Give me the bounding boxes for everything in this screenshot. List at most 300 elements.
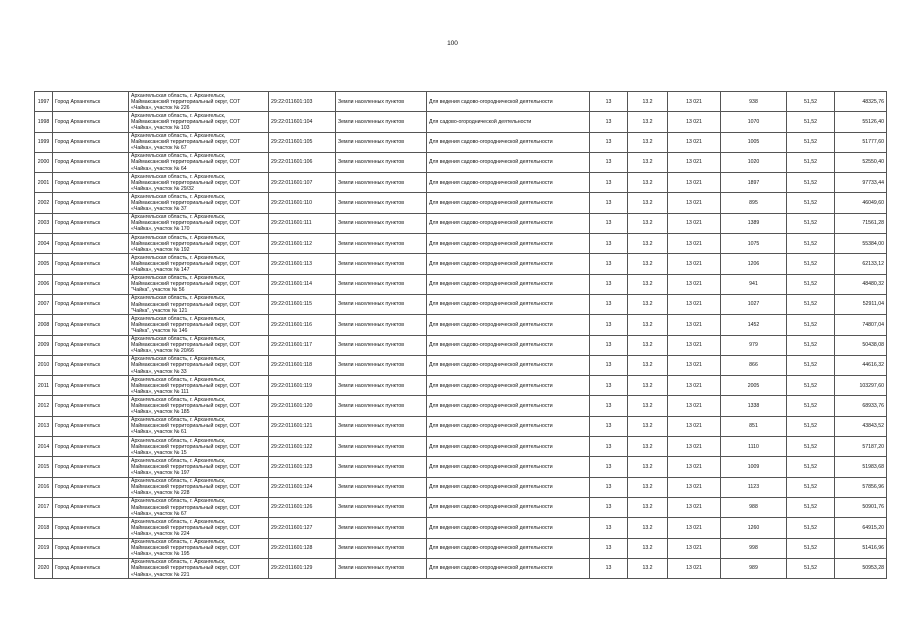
cadastral-value-cell: 51983,68 (835, 457, 887, 477)
code-cell: 13 021 (668, 457, 721, 477)
specific-value-cell: 51,52 (787, 518, 835, 538)
land-category-cell: Земли населенных пунктов (336, 538, 427, 558)
address-line: "Чайка", участок № 146 (131, 327, 188, 334)
city-cell: Город Архангельск (53, 152, 129, 172)
code-group-cell: 13 (590, 497, 628, 517)
table-row (35, 558, 887, 578)
land-category-cell: Земли населенных пунктов (336, 112, 427, 132)
specific-value-cell: 51,52 (787, 437, 835, 457)
land-category-cell: Земли населенных пунктов (336, 558, 427, 578)
city-cell: Город Архангельск (53, 213, 129, 233)
specific-value-cell: 51,52 (787, 213, 835, 233)
address-line: «Чайка», участок № 103 (131, 124, 190, 131)
address-line: «Чайка», участок № 111 (131, 388, 189, 395)
city-cell: Город Архангельск (53, 274, 129, 294)
city-cell: Город Архангельск (53, 355, 129, 375)
address-line: «Чайка», участок № 226 (131, 104, 190, 111)
address-line: Маймаксанский территориальный округ, СОТ (131, 200, 241, 207)
row-number-cell: 2018 (35, 518, 53, 538)
code-subgroup-cell: 13.2 (628, 213, 668, 233)
area-cell: 1027 (721, 294, 787, 314)
code-cell: 13 021 (668, 132, 721, 152)
code-subgroup-cell: 13.2 (628, 152, 668, 172)
land-category-cell: Земли населенных пунктов (336, 92, 427, 112)
code-subgroup-cell: 13.2 (628, 173, 668, 193)
permitted-use-cell: Для ведения садово-огороднической деятельности (427, 294, 590, 314)
code-group-cell: 13 (590, 538, 628, 558)
cadastral-number-cell: 29:22:011601:113 (269, 254, 336, 274)
address-line: Маймаксанский территориальный округ, СОТ (131, 301, 241, 308)
cadastral-number-cell: 29:22:011601:116 (269, 315, 336, 335)
permitted-use-cell: Для ведения садово-огороднической деятельности (427, 457, 590, 477)
city-cell: Город Архангельск (53, 376, 129, 396)
table-row (35, 112, 887, 132)
address-cell (129, 92, 269, 112)
code-cell: 13 021 (668, 315, 721, 335)
cadastral-number-cell: 29:22:011601:123 (269, 457, 336, 477)
table-row (35, 315, 887, 335)
address-cell (129, 457, 269, 477)
table-row (35, 294, 887, 314)
area-cell: 1206 (721, 254, 787, 274)
cadastral-value-cell: 57187,20 (835, 437, 887, 457)
city-cell: Город Архангельск (53, 457, 129, 477)
cadastral-number-cell: 29:22:011601:106 (269, 152, 336, 172)
permitted-use-cell: Для ведения садово-огороднической деятельности (427, 315, 590, 335)
address-line: «Чайка», участок № 67 (131, 145, 187, 152)
cadastral-value-cell: 68933,76 (835, 396, 887, 416)
address-line: Архангельская область, г. Архангельск, (131, 518, 226, 525)
address-line: Маймаксанский территориальный округ, СОТ (131, 139, 241, 146)
area-cell: 1338 (721, 396, 787, 416)
area-cell: 1452 (721, 315, 787, 335)
address-line: «Чайка», участок № 15 (131, 449, 187, 456)
city-cell: Город Архангельск (53, 396, 129, 416)
address-line: Маймаксанский территориальный округ, СОТ (131, 545, 241, 552)
address-line: Архангельская область, г. Архангельск, (131, 275, 226, 282)
table-row (35, 234, 887, 254)
address-line: «Чайка», участок № 195 (131, 551, 190, 558)
permitted-use-cell: Для ведения садово-огороднической деятельности (427, 355, 590, 375)
table-row (35, 416, 887, 436)
cadastral-value-cell: 44616,32 (835, 355, 887, 375)
code-cell: 13 021 (668, 112, 721, 132)
cadastral-number-cell: 29:22:011601:118 (269, 355, 336, 375)
address-line: «Чайка», участок № 224 (131, 530, 190, 537)
address-line: Маймаксанский территориальный округ, СОТ (131, 118, 241, 125)
table-row (35, 457, 887, 477)
address-cell (129, 254, 269, 274)
specific-value-cell: 51,52 (787, 274, 835, 294)
address-line: Архангельская область, г. Архангельск, (131, 376, 226, 383)
row-number-cell: 2014 (35, 437, 53, 457)
table-body (35, 92, 887, 579)
code-group-cell: 13 (590, 132, 628, 152)
area-cell: 1009 (721, 457, 787, 477)
row-number-cell: 1998 (35, 112, 53, 132)
area-cell: 866 (721, 355, 787, 375)
code-subgroup-cell: 13.2 (628, 396, 668, 416)
row-number-cell: 2007 (35, 294, 53, 314)
city-cell: Город Архангельск (53, 193, 129, 213)
address-line: Архангельская область, г. Архангельск, (131, 133, 226, 140)
cadastral-number-cell: 29:22:011601:115 (269, 294, 336, 314)
cadastral-value-cell: 97733,44 (835, 173, 887, 193)
area-cell: 998 (721, 538, 787, 558)
city-cell: Город Архангельск (53, 234, 129, 254)
code-subgroup-cell: 13.2 (628, 335, 668, 355)
table-row (35, 518, 887, 538)
address-line: Маймаксанский территориальный округ, СОТ (131, 463, 241, 470)
cadastral-number-cell: 29:22:011601:122 (269, 437, 336, 457)
table-row (35, 213, 887, 233)
specific-value-cell: 51,52 (787, 416, 835, 436)
address-cell (129, 274, 269, 294)
cadastral-number-cell: 29:22:011601:124 (269, 477, 336, 497)
code-subgroup-cell: 13.2 (628, 132, 668, 152)
row-number-cell: 1997 (35, 92, 53, 112)
code-group-cell: 13 (590, 416, 628, 436)
cadastral-value-cell: 62133,12 (835, 254, 887, 274)
cadastral-number-cell: 29:22:011601:110 (269, 193, 336, 213)
permitted-use-cell: Для ведения садово-огороднической деятельности (427, 416, 590, 436)
land-category-cell: Земли населенных пунктов (336, 193, 427, 213)
cadastral-value-cell: 48480,32 (835, 274, 887, 294)
city-cell: Город Архангельск (53, 416, 129, 436)
area-cell: 1070 (721, 112, 787, 132)
code-cell: 13 021 (668, 152, 721, 172)
land-category-cell: Земли населенных пунктов (336, 294, 427, 314)
address-line: Архангельская область, г. Архангельск, (131, 112, 226, 119)
code-group-cell: 13 (590, 193, 628, 213)
city-cell: Город Архангельск (53, 92, 129, 112)
code-cell: 13 021 (668, 294, 721, 314)
permitted-use-cell: Для ведения садово-огороднической деятельности (427, 558, 590, 578)
code-cell: 13 021 (668, 274, 721, 294)
address-cell (129, 477, 269, 497)
address-cell (129, 538, 269, 558)
cadastral-number-cell: 29:22:011601:128 (269, 538, 336, 558)
address-line: «Чайка», участок № 61 (131, 429, 187, 436)
area-cell: 2005 (721, 376, 787, 396)
area-cell: 1075 (721, 234, 787, 254)
address-line: Маймаксанский территориальный округ, СОТ (131, 159, 241, 166)
city-cell: Город Архангельск (53, 112, 129, 132)
specific-value-cell: 51,52 (787, 254, 835, 274)
address-line: «Чайка», участок № 67 (131, 510, 187, 517)
land-category-cell: Земли населенных пунктов (336, 497, 427, 517)
table-row (35, 152, 887, 172)
specific-value-cell: 51,52 (787, 152, 835, 172)
city-cell: Город Архангельск (53, 294, 129, 314)
code-subgroup-cell: 13.2 (628, 294, 668, 314)
address-line: «Чайка», участок № 221 (131, 571, 190, 578)
row-number-cell: 2011 (35, 376, 53, 396)
row-number-cell: 2020 (35, 558, 53, 578)
row-number-cell: 2008 (35, 315, 53, 335)
area-cell: 1389 (721, 213, 787, 233)
area-cell: 1005 (721, 132, 787, 152)
area-cell: 851 (721, 416, 787, 436)
code-subgroup-cell: 13.2 (628, 416, 668, 436)
cadastral-value-cell: 64915,20 (835, 518, 887, 538)
cadastral-value-cell: 55126,40 (835, 112, 887, 132)
permitted-use-cell: Для ведения садово-огороднической деятельности (427, 132, 590, 152)
land-category-cell: Земли населенных пунктов (336, 396, 427, 416)
land-category-cell: Земли населенных пунктов (336, 213, 427, 233)
row-number-cell: 2017 (35, 497, 53, 517)
area-cell: 979 (721, 335, 787, 355)
permitted-use-cell: Для ведения садово-огороднической деятельности (427, 152, 590, 172)
address-line: «Чайка», участок № 20/66 (131, 348, 194, 355)
table-row (35, 274, 887, 294)
area-cell: 938 (721, 92, 787, 112)
address-line: «Чайка», участок № 33 (131, 368, 187, 375)
city-cell: Город Архангельск (53, 254, 129, 274)
specific-value-cell: 51,52 (787, 173, 835, 193)
permitted-use-cell: Для ведения садово-огороднической деятельности (427, 254, 590, 274)
address-line: «Чайка», участок № 228 (131, 490, 190, 497)
table-row (35, 355, 887, 375)
address-line: Архангельская область, г. Архангельск, (131, 457, 226, 464)
city-cell: Город Архангельск (53, 335, 129, 355)
address-line: Архангельская область, г. Архангельск, (131, 193, 226, 200)
address-line: "Чайка", участок № 56 (131, 287, 185, 294)
address-line: «Чайка», участок № 185 (131, 409, 190, 416)
address-line: Маймаксанский территориальный округ, СОТ (131, 98, 241, 105)
code-cell: 13 021 (668, 497, 721, 517)
address-line: Маймаксанский территориальный округ, СОТ (131, 443, 241, 450)
address-line: Маймаксанский территориальный округ, СОТ (131, 342, 241, 349)
code-group-cell: 13 (590, 396, 628, 416)
address-line: Маймаксанский территориальный округ, СОТ (131, 524, 241, 531)
code-group-cell: 13 (590, 254, 628, 274)
code-subgroup-cell: 13.2 (628, 234, 668, 254)
cadastral-number-cell: 29:22:011601:126 (269, 497, 336, 517)
address-line: «Чайка», участок № 170 (131, 226, 190, 233)
land-category-cell: Земли населенных пунктов (336, 457, 427, 477)
address-line: Архангельская область, г. Архангельск, (131, 417, 226, 424)
specific-value-cell: 51,52 (787, 234, 835, 254)
code-subgroup-cell: 13.2 (628, 92, 668, 112)
permitted-use-cell: Для ведения садово-огороднической деятельности (427, 173, 590, 193)
land-category-cell: Земли населенных пунктов (336, 315, 427, 335)
code-subgroup-cell: 13.2 (628, 518, 668, 538)
permitted-use-cell: Для ведения садово-огороднической деятельности (427, 518, 590, 538)
cadastral-number-cell: 29:22:011601:119 (269, 376, 336, 396)
address-line: «Чайка», участок № 197 (131, 470, 190, 477)
address-line: Архангельская область, г. Архангельск, (131, 153, 226, 160)
address-line: Маймаксанский территориальный округ, СОТ (131, 504, 241, 511)
address-cell (129, 437, 269, 457)
address-line: Архангельская область, г. Архангельск, (131, 356, 226, 363)
address-cell (129, 112, 269, 132)
row-number-cell: 2006 (35, 274, 53, 294)
table-row (35, 254, 887, 274)
address-cell (129, 355, 269, 375)
land-category-cell: Земли населенных пунктов (336, 416, 427, 436)
row-number-cell: 2000 (35, 152, 53, 172)
code-cell: 13 021 (668, 173, 721, 193)
cadastral-value-cell: 50438,08 (835, 335, 887, 355)
address-cell (129, 376, 269, 396)
cadastral-value-cell: 46049,60 (835, 193, 887, 213)
row-number-cell: 2012 (35, 396, 53, 416)
cadastral-value-cell: 71561,28 (835, 213, 887, 233)
cadastral-value-cell: 50901,76 (835, 497, 887, 517)
address-line: Архангельская область, г. Архангельск, (131, 315, 226, 322)
specific-value-cell: 51,52 (787, 112, 835, 132)
address-line: Маймаксанский территориальный округ, СОТ (131, 362, 241, 369)
row-number-cell: 2009 (35, 335, 53, 355)
cadastral-number-cell: 29:22:011601:120 (269, 396, 336, 416)
address-line: Архангельская область, г. Архангельск, (131, 559, 226, 566)
code-cell: 13 021 (668, 558, 721, 578)
page-number: 100 (447, 40, 458, 47)
address-line: Архангельская область, г. Архангельск, (131, 173, 226, 180)
row-number-cell: 2019 (35, 538, 53, 558)
address-line: «Чайка», участок № 37 (131, 206, 187, 213)
permitted-use-cell: Для ведения садово-огороднической деятельности (427, 92, 590, 112)
land-category-cell: Земли населенных пунктов (336, 234, 427, 254)
area-cell: 1110 (721, 437, 787, 457)
code-cell: 13 021 (668, 335, 721, 355)
land-registry-table (34, 91, 887, 579)
cadastral-value-cell: 55384,00 (835, 234, 887, 254)
cadastral-number-cell: 29:22:011601:127 (269, 518, 336, 538)
row-number-cell: 2003 (35, 213, 53, 233)
area-cell: 1123 (721, 477, 787, 497)
address-line: Архангельская область, г. Архангельск, (131, 234, 226, 241)
table-row (35, 396, 887, 416)
row-number-cell: 2013 (35, 416, 53, 436)
cadastral-value-cell: 52550,40 (835, 152, 887, 172)
cadastral-value-cell: 57856,96 (835, 477, 887, 497)
area-cell: 1020 (721, 152, 787, 172)
specific-value-cell: 51,52 (787, 477, 835, 497)
land-category-cell: Земли населенных пунктов (336, 173, 427, 193)
specific-value-cell: 51,52 (787, 294, 835, 314)
row-number-cell: 2001 (35, 173, 53, 193)
address-cell (129, 315, 269, 335)
code-cell: 13 021 (668, 396, 721, 416)
permitted-use-cell: Для садово-огороднической деятельности (427, 112, 590, 132)
code-cell: 13 021 (668, 538, 721, 558)
land-category-cell: Земли населенных пунктов (336, 274, 427, 294)
code-cell: 13 021 (668, 477, 721, 497)
permitted-use-cell: Для ведения садово-огороднической деятельности (427, 234, 590, 254)
code-subgroup-cell: 13.2 (628, 112, 668, 132)
specific-value-cell: 51,52 (787, 92, 835, 112)
address-line: Архангельская область, г. Архангельск, (131, 214, 226, 221)
land-category-cell: Земли населенных пунктов (336, 437, 427, 457)
address-cell (129, 213, 269, 233)
area-cell: 988 (721, 497, 787, 517)
cadastral-number-cell: 29:22:011601:104 (269, 112, 336, 132)
address-line: Маймаксанский территориальный округ, СОТ (131, 240, 241, 247)
address-line: Маймаксанский территориальный округ, СОТ (131, 484, 241, 491)
city-cell: Город Архангельск (53, 173, 129, 193)
row-number-cell: 2004 (35, 234, 53, 254)
table-row (35, 497, 887, 517)
code-group-cell: 13 (590, 92, 628, 112)
area-cell: 1260 (721, 518, 787, 538)
city-cell: Город Архангельск (53, 558, 129, 578)
code-cell: 13 021 (668, 416, 721, 436)
code-subgroup-cell: 13.2 (628, 274, 668, 294)
table-row (35, 538, 887, 558)
address-cell (129, 335, 269, 355)
address-line: Маймаксанский территориальный округ, СОТ (131, 403, 241, 410)
specific-value-cell: 51,52 (787, 355, 835, 375)
address-cell (129, 132, 269, 152)
code-subgroup-cell: 13.2 (628, 315, 668, 335)
permitted-use-cell: Для ведения садово-огороднической деятельности (427, 193, 590, 213)
address-line: «Чайка», участок № 29/32 (131, 185, 194, 192)
land-category-cell: Земли населенных пунктов (336, 132, 427, 152)
code-cell: 13 021 (668, 518, 721, 538)
address-line: Маймаксанский территориальный округ, СОТ (131, 321, 241, 328)
code-group-cell: 13 (590, 457, 628, 477)
code-subgroup-cell: 13.2 (628, 254, 668, 274)
cadastral-number-cell: 29:22:011601:103 (269, 92, 336, 112)
address-line: Архангельская область, г. Архангельск, (131, 92, 226, 99)
address-cell (129, 193, 269, 213)
address-line: Архангельская область, г. Архангельск, (131, 498, 226, 505)
city-cell: Город Архангельск (53, 132, 129, 152)
permitted-use-cell: Для ведения садово-огороднической деятельности (427, 213, 590, 233)
code-subgroup-cell: 13.2 (628, 376, 668, 396)
address-line: «Чайка», участок № 64 (131, 165, 187, 172)
code-subgroup-cell: 13.2 (628, 437, 668, 457)
area-cell: 895 (721, 193, 787, 213)
address-cell (129, 396, 269, 416)
specific-value-cell: 51,52 (787, 396, 835, 416)
permitted-use-cell: Для ведения садово-огороднической деятельности (427, 335, 590, 355)
cadastral-number-cell: 29:22:011601:111 (269, 213, 336, 233)
permitted-use-cell: Для ведения садово-огороднической деятельности (427, 538, 590, 558)
row-number-cell: 2015 (35, 457, 53, 477)
specific-value-cell: 51,52 (787, 538, 835, 558)
address-line: Архангельская область, г. Архангельск, (131, 254, 226, 261)
table-row (35, 376, 887, 396)
code-group-cell: 13 (590, 477, 628, 497)
address-cell (129, 234, 269, 254)
code-group-cell: 13 (590, 518, 628, 538)
address-cell (129, 152, 269, 172)
address-line: Архангельская область, г. Архангельск, (131, 336, 226, 343)
code-group-cell: 13 (590, 152, 628, 172)
permitted-use-cell: Для ведения садово-огороднической деятельности (427, 376, 590, 396)
table-row (35, 132, 887, 152)
table-row (35, 92, 887, 112)
specific-value-cell: 51,52 (787, 457, 835, 477)
cadastral-number-cell: 29:22:011601:114 (269, 274, 336, 294)
city-cell: Город Архангельск (53, 315, 129, 335)
address-line: «Чайка», участок № 147 (131, 267, 190, 274)
code-cell: 13 021 (668, 437, 721, 457)
code-group-cell: 13 (590, 274, 628, 294)
land-category-cell: Земли населенных пунктов (336, 355, 427, 375)
permitted-use-cell: Для ведения садово-огороднической деятельности (427, 437, 590, 457)
specific-value-cell: 51,52 (787, 132, 835, 152)
land-category-cell: Земли населенных пунктов (336, 376, 427, 396)
address-line: «Чайка», участок № 192 (131, 246, 190, 253)
code-cell: 13 021 (668, 193, 721, 213)
land-category-cell: Земли населенных пунктов (336, 477, 427, 497)
address-line: "Чайка", участок № 121 (131, 307, 188, 314)
address-line: Архангельская область, г. Архангельск, (131, 295, 226, 302)
